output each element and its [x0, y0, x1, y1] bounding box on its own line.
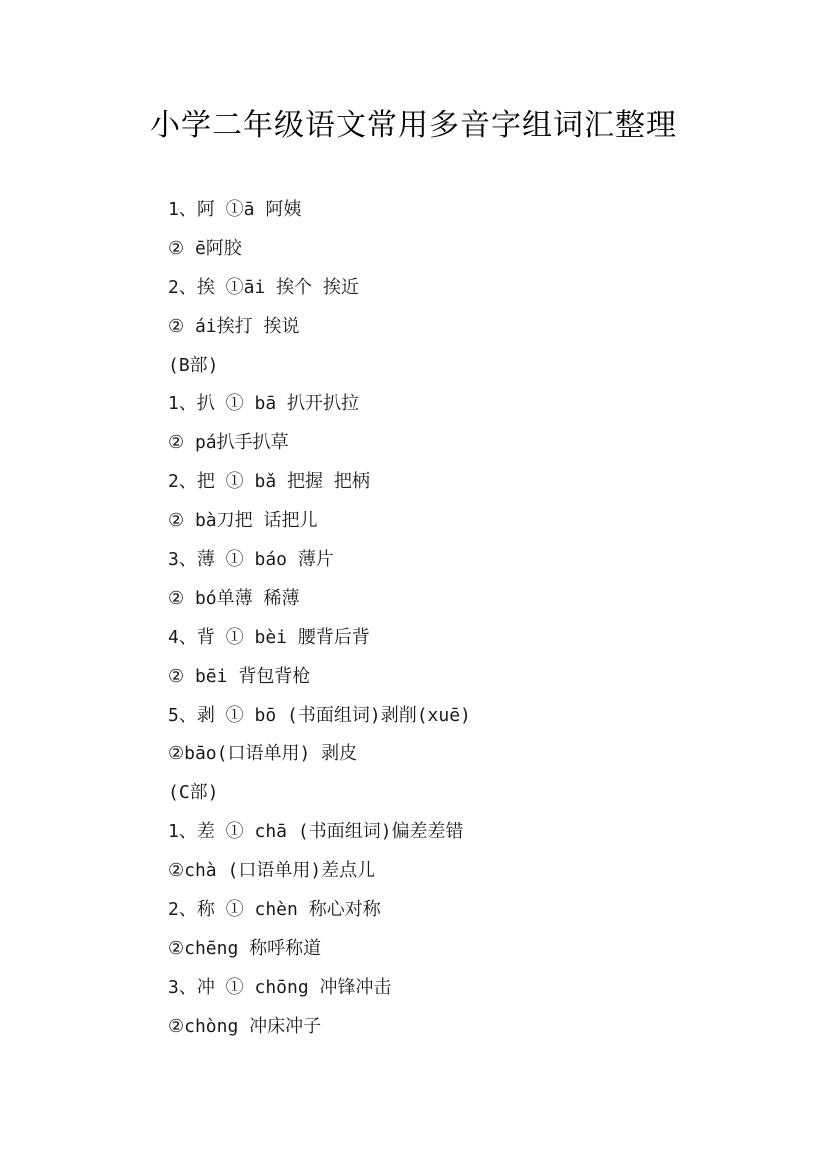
section-heading: (C部)	[168, 782, 219, 804]
list-line: ②chà (口语单用)差点儿	[168, 860, 376, 882]
document-title: 小学二年级语文常用多音字组词汇整理	[150, 108, 677, 143]
list-line: ②chòng 冲床冲子	[168, 1015, 322, 1037]
list-line: 1、阿 ①ā 阿姨	[168, 199, 302, 220]
word-list	[168, 195, 788, 1051]
list-line: 5、剥 ① bō (书面组词)剥削(xuē)	[168, 704, 471, 726]
list-line: ② ái挨打 挨说	[168, 315, 300, 337]
list-line: 3、薄 ① báo 薄片	[168, 549, 334, 571]
list-line: 2、把 ① bǎ 把握 把柄	[168, 471, 370, 493]
list-line: ② bó单薄 稀薄	[168, 587, 300, 609]
list-line: 1、差 ① chā (书面组词)偏差差错	[168, 821, 464, 843]
list-line: ② pá扒手扒草	[168, 432, 289, 454]
list-line: 4、背 ① bèi 腰背后背	[168, 626, 370, 648]
section-heading: (B部)	[168, 354, 219, 376]
list-line: 1、扒 ① bā 扒开扒拉	[168, 393, 360, 415]
list-line: ② bà刀把 话把儿	[168, 510, 318, 532]
list-line: ② ē阿胶	[168, 237, 242, 259]
list-line: 3、冲 ① chōng 冲锋冲击	[168, 976, 392, 998]
list-line: ②bāo(口语单用) 剥皮	[168, 743, 358, 765]
list-line: ② bēi 背包背枪	[168, 665, 311, 687]
list-line: 2、挨 ①āi 挨个 挨近	[168, 276, 360, 298]
list-line: 2、称 ① chèn 称心对称	[168, 899, 381, 921]
list-line: ②chēng 称呼称道	[168, 937, 322, 959]
